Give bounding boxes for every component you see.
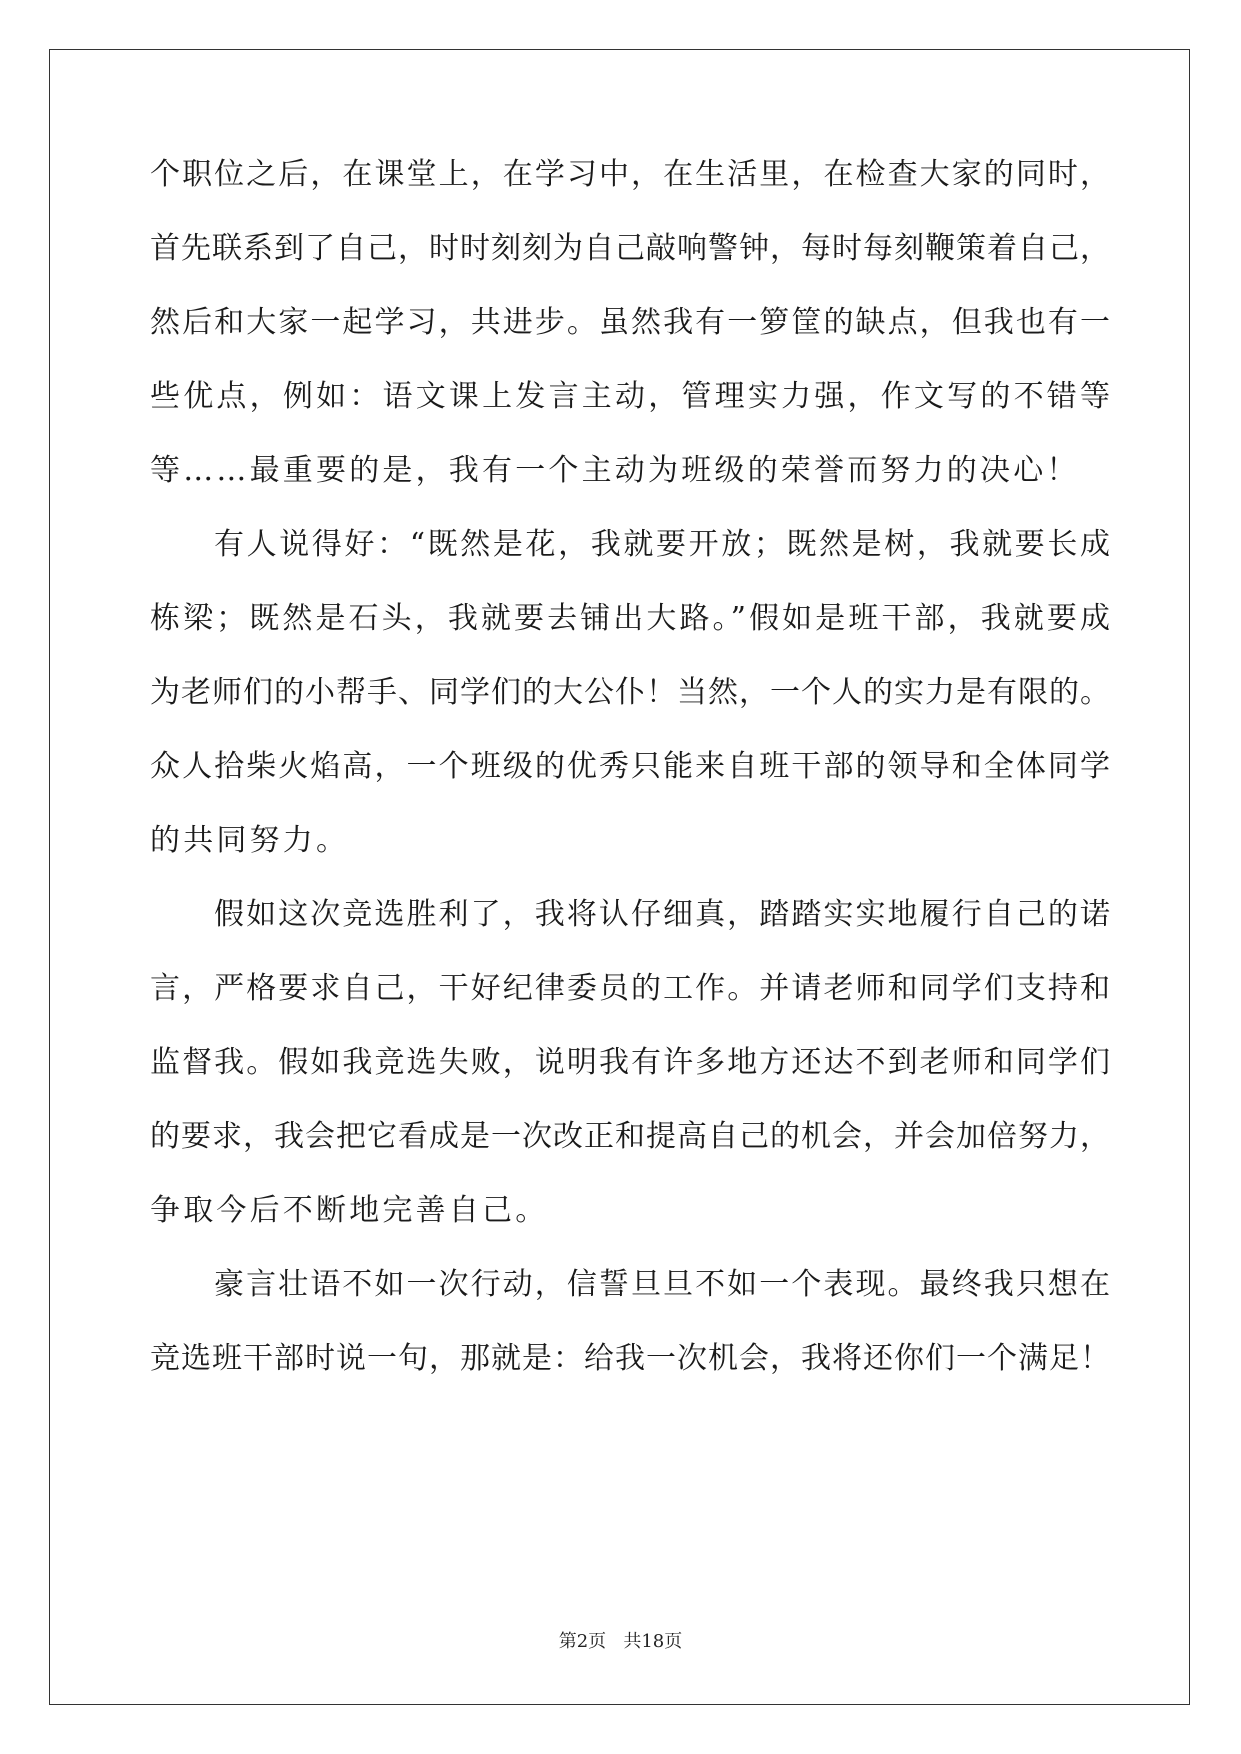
text-line: 等……最重要的是，我有一个主动为班级的荣誉而努力的决心！ <box>150 453 1080 488</box>
text-line: 争取今后不断地完善自己。 <box>150 1193 549 1228</box>
page-frame <box>49 49 1190 1705</box>
text-line: 为老师们的小帮手、同学们的大公仆！当然，一个人的实力是有限的。 <box>150 675 1110 710</box>
text-line: 栋梁；既然是石头，我就要去铺出大路。”假如是班干部，我就要成 <box>150 601 1110 636</box>
text-line: 些优点，例如：语文课上发言主动，管理实力强，作文写的不错等 <box>150 379 1110 414</box>
page-total: 共18页 <box>623 1631 683 1652</box>
text-line: 个职位之后，在课堂上，在学习中，在生活里，在检查大家的同时， <box>150 157 1110 192</box>
text-line: 首先联系到了自己，时时刻刻为自己敲响警钟，每时每刻鞭策着自己， <box>150 231 1110 266</box>
paragraph-first-line: 假如这次竞选胜利了，我将认仔细真，踏踏实实地履行自己的诺 <box>214 897 1110 932</box>
text-line: 众人拾柴火焰高，一个班级的优秀只能来自班干部的领导和全体同学 <box>150 749 1110 784</box>
page-number: 第2页 <box>558 1631 607 1652</box>
page-footer <box>50 1630 1191 1654</box>
paragraph-first-line: 有人说得好：“既然是花，我就要开放；既然是树，我就要长成 <box>214 527 1110 562</box>
text-line: 的要求，我会把它看成是一次改正和提高自己的机会，并会加倍努力， <box>150 1119 1110 1154</box>
text-line: 然后和大家一起学习，共进步。虽然我有一箩筐的缺点，但我也有一 <box>150 305 1110 340</box>
text-line: 竞选班干部时说一句，那就是：给我一次机会，我将还你们一个满足！ <box>150 1341 1110 1376</box>
text-line: 监督我。假如我竞选失败，说明我有许多地方还达不到老师和同学们 <box>150 1045 1110 1080</box>
paragraph-first-line: 豪言壮语不如一次行动，信誓旦旦不如一个表现。最终我只想在 <box>214 1267 1110 1302</box>
text-line: 的共同努力。 <box>150 823 350 858</box>
text-line: 言，严格要求自己，干好纪律委员的工作。并请老师和同学们支持和 <box>150 971 1110 1006</box>
